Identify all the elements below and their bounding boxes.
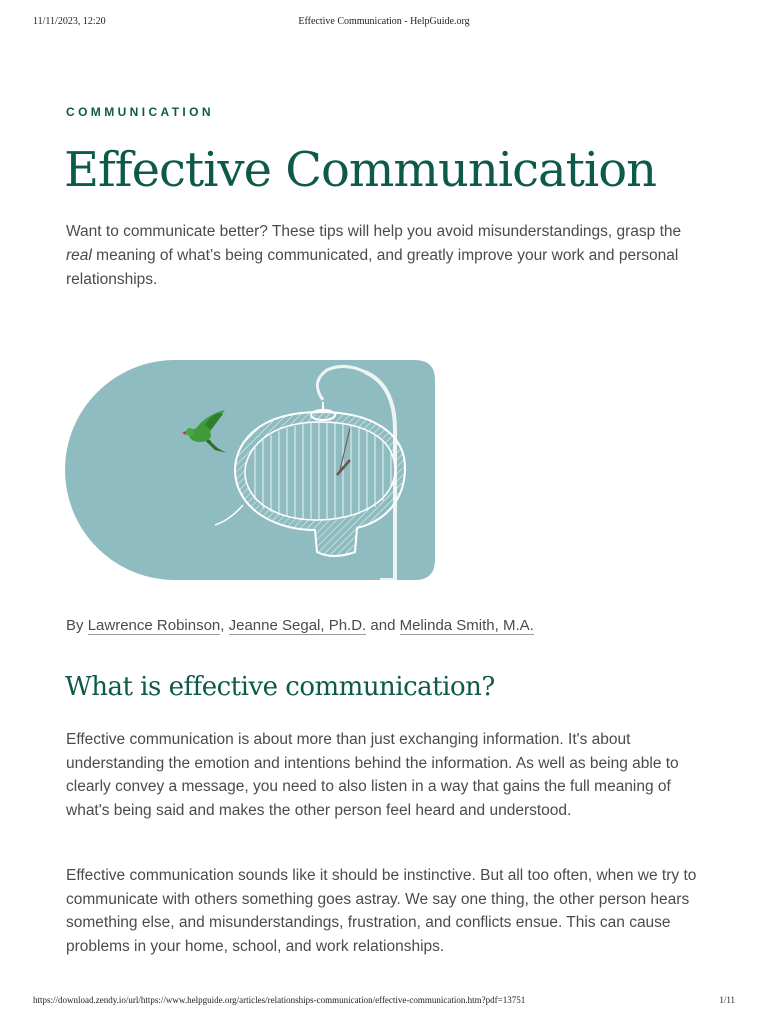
- body-paragraph: Effective communication sounds like it should be instinctive. But all too often, when we try to communicate with others something goes astray. We say one thing, the other person hears something else, and misunderstandings, frustration, and conflicts ensue. This can cause problems in your home, school, and work relationships.: [66, 867, 697, 955]
- intro-text-after: meaning of what’s being communicated, and greatly improve your work and personal relationships.: [66, 247, 679, 288]
- print-header: [33, 16, 735, 30]
- article-intro: [66, 220, 706, 292]
- author-byline: [66, 617, 534, 634]
- author-link-jeanne-segal[interactable]: Jeanne Segal, Ph.D.: [228, 617, 367, 634]
- speech-bubble-birdcage-icon: [65, 360, 435, 580]
- author-link-melinda-smith[interactable]: Melinda Smith, M.A.: [399, 617, 534, 634]
- print-footer: [33, 995, 735, 1009]
- category-label: COMMUNICATION: [66, 105, 214, 119]
- intro-emphasis: real: [66, 247, 92, 264]
- page-indicator: 1/11: [719, 995, 735, 1005]
- section-heading: What is effective communication?: [65, 672, 495, 702]
- byline-conjunction: and: [366, 617, 400, 634]
- intro-text-before: Want to communicate better? These tips will help you avoid misunderstandings, grasp the: [66, 223, 682, 240]
- byline-separator: ,: [220, 617, 229, 634]
- hero-illustration: [65, 360, 435, 580]
- byline-prefix: By: [66, 617, 88, 634]
- print-datetime: 11/11/2023, 12:20: [33, 16, 106, 27]
- print-page-title: Effective Communication - HelpGuide.org: [298, 16, 470, 27]
- author-link-lawrence-robinson[interactable]: Lawrence Robinson: [87, 617, 221, 634]
- article-title: Effective Communication: [64, 142, 657, 198]
- print-url: https://download.zendy.io/url/https://www.helpguide.org/articles/relationships-communication/effective-communication.htm?pdf=13751: [33, 995, 526, 1005]
- body-paragraph: Effective communication is about more than just exchanging information. It's about understanding the emotion and intentions behind the information. As well as being able to clearly convey a message, you need to also listen in a way that gains the full meaning of what's being said and makes the other person feel heard and understood.: [66, 731, 679, 819]
